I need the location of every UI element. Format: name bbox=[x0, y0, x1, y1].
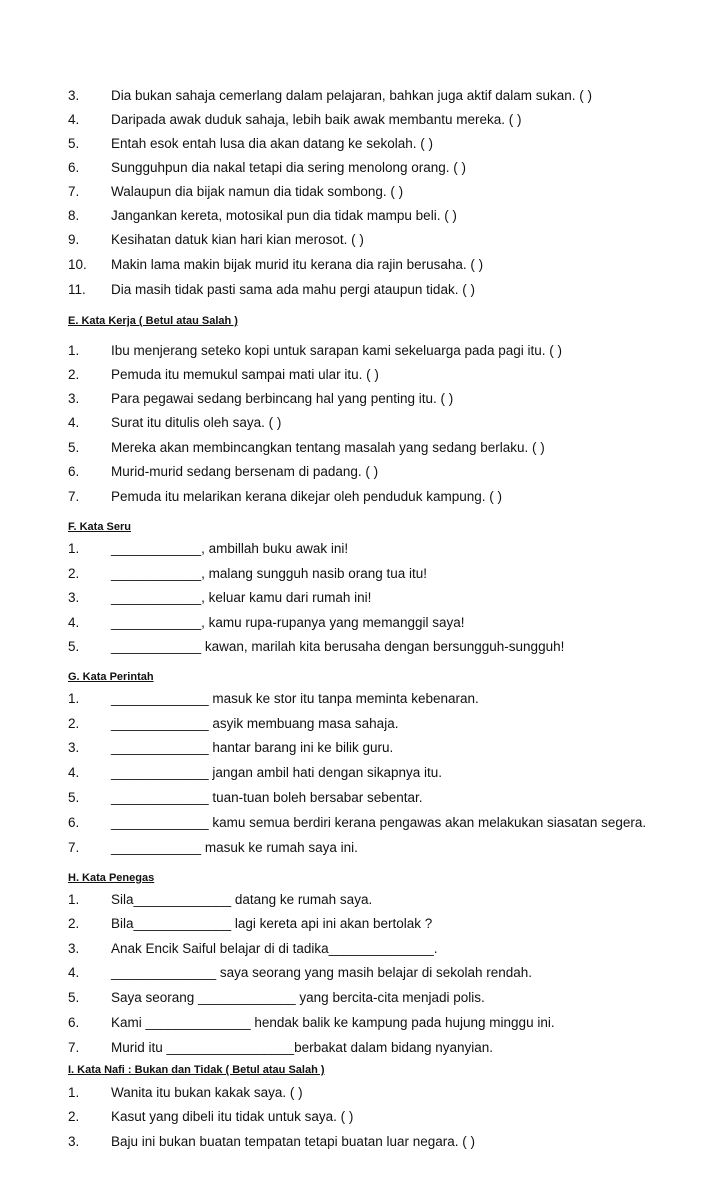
item-text: ____________, malang sungguh nasib orang tua itu! bbox=[111, 566, 428, 581]
item-text: Saya seorang _____________ yang bercita-cita menjadi polis. bbox=[111, 990, 485, 1005]
item-number: 5. bbox=[68, 639, 80, 654]
list-item bbox=[0, 988, 728, 1008]
item-text: Kasut yang dibeli itu tidak untuk saya. ( ) bbox=[111, 1109, 354, 1124]
item-number: 1. bbox=[68, 541, 80, 556]
list-item bbox=[0, 413, 728, 433]
list-item bbox=[0, 588, 728, 608]
list-item bbox=[0, 1038, 728, 1058]
list-item bbox=[0, 134, 728, 154]
item-number: 6. bbox=[68, 815, 80, 830]
item-number: 3. bbox=[68, 391, 80, 406]
item-text: _____________ tuan-tuan boleh bersabar sebentar. bbox=[111, 790, 423, 805]
item-text: ____________, ambillah buku awak ini! bbox=[111, 541, 349, 556]
item-number: 5. bbox=[68, 790, 80, 805]
list-item bbox=[0, 86, 728, 106]
item-text: ____________, keluar kamu dari rumah ini! bbox=[111, 590, 372, 605]
item-number: 4. bbox=[68, 615, 80, 630]
list-item bbox=[0, 1132, 728, 1152]
item-number: 4. bbox=[68, 112, 80, 127]
list-item bbox=[0, 788, 728, 808]
list-item bbox=[0, 613, 728, 633]
item-number: 7. bbox=[68, 489, 80, 504]
item-number: 10. bbox=[68, 257, 87, 272]
list-item bbox=[0, 462, 728, 482]
item-text: Sila_____________ datang ke rumah saya. bbox=[111, 892, 373, 907]
item-number: 3. bbox=[68, 941, 80, 956]
item-text: Jangankan kereta, motosikal pun dia tidak mampu beli. ( ) bbox=[111, 208, 457, 223]
list-item bbox=[0, 158, 728, 178]
section-heading-e: E. Kata Kerja ( Betul atau Salah ) bbox=[68, 315, 238, 327]
item-number: 1. bbox=[68, 892, 80, 907]
list-item bbox=[0, 963, 728, 983]
item-text: Daripada awak duduk sahaja, lebih baik awak membantu mereka. ( ) bbox=[111, 112, 522, 127]
item-number: 2. bbox=[68, 1109, 80, 1124]
item-text: Para pegawai sedang berbincang hal yang penting itu. ( ) bbox=[111, 391, 454, 406]
item-text: Dia bukan sahaja cemerlang dalam pelajaran, bahkan juga aktif dalam sukan. ( ) bbox=[111, 88, 593, 103]
list-item bbox=[0, 255, 728, 275]
list-item bbox=[0, 637, 728, 657]
list-item bbox=[0, 890, 728, 910]
section-heading-i: I. Kata Nafi : Bukan dan Tidak ( Betul atau Salah ) bbox=[68, 1064, 325, 1076]
list-item bbox=[0, 1083, 728, 1103]
list-item bbox=[0, 939, 728, 959]
item-number: 5. bbox=[68, 136, 80, 151]
item-text: _____________ hantar barang ini ke bilik guru. bbox=[111, 740, 394, 755]
item-number: 6. bbox=[68, 160, 80, 175]
item-number: 7. bbox=[68, 1040, 80, 1055]
item-text: Walaupun dia bijak namun dia tidak sombong. ( ) bbox=[111, 184, 404, 199]
item-text: _____________ masuk ke stor itu tanpa meminta kebenaran. bbox=[111, 691, 479, 706]
item-number: 4. bbox=[68, 965, 80, 980]
list-item bbox=[0, 763, 728, 783]
item-text: ____________, kamu rupa-rupanya yang memanggil saya! bbox=[111, 615, 465, 630]
item-text: Wanita itu bukan kakak saya. ( ) bbox=[111, 1085, 303, 1100]
item-number: 2. bbox=[68, 367, 80, 382]
list-item bbox=[0, 206, 728, 226]
item-number: 3. bbox=[68, 740, 80, 755]
section-heading-h: H. Kata Penegas bbox=[68, 872, 155, 884]
item-text: Baju ini bukan buatan tempatan tetapi buatan luar negara. ( ) bbox=[111, 1134, 475, 1149]
section-heading-g: G. Kata Perintah bbox=[68, 671, 154, 683]
item-text: ____________ masuk ke rumah saya ini. bbox=[111, 840, 358, 855]
item-text: Ibu menjerang seteko kopi untuk sarapan kami sekeluarga pada pagi itu. ( ) bbox=[111, 343, 563, 358]
section-heading-f: F. Kata Seru bbox=[68, 521, 131, 533]
item-number: 3. bbox=[68, 88, 80, 103]
list-item bbox=[0, 838, 728, 858]
list-item bbox=[0, 738, 728, 758]
list-item bbox=[0, 230, 728, 250]
item-number: 3. bbox=[68, 1134, 80, 1149]
item-number: 6. bbox=[68, 1015, 80, 1030]
item-number: 7. bbox=[68, 840, 80, 855]
item-number: 7. bbox=[68, 184, 80, 199]
item-number: 1. bbox=[68, 1085, 80, 1100]
list-item bbox=[0, 689, 728, 709]
list-item bbox=[0, 110, 728, 130]
list-item bbox=[0, 564, 728, 584]
list-item bbox=[0, 714, 728, 734]
item-text: Murid-murid sedang bersenam di padang. ( ) bbox=[111, 464, 379, 479]
list-item bbox=[0, 182, 728, 202]
item-text: Surat itu ditulis oleh saya. ( ) bbox=[111, 415, 282, 430]
item-number: 1. bbox=[68, 691, 80, 706]
list-item bbox=[0, 487, 728, 507]
list-item bbox=[0, 365, 728, 385]
item-text: Pemuda itu memukul sampai mati ular itu. ( ) bbox=[111, 367, 379, 382]
item-number: 5. bbox=[68, 990, 80, 1005]
list-item bbox=[0, 389, 728, 409]
item-text: Bila_____________ lagi kereta api ini akan bertolak ? bbox=[111, 916, 433, 931]
item-number: 1. bbox=[68, 343, 80, 358]
item-number: 4. bbox=[68, 415, 80, 430]
item-text: Kesihatan datuk kian hari kian merosot. ( ) bbox=[111, 232, 364, 247]
list-item bbox=[0, 438, 728, 458]
item-text: Anak Encik Saiful belajar di di tadika______________. bbox=[111, 941, 438, 956]
item-number: 5. bbox=[68, 440, 80, 455]
item-number: 9. bbox=[68, 232, 80, 247]
item-number: 2. bbox=[68, 716, 80, 731]
item-number: 2. bbox=[68, 916, 80, 931]
list-item bbox=[0, 1013, 728, 1033]
item-text: ______________ saya seorang yang masih belajar di sekolah rendah. bbox=[111, 965, 533, 980]
item-text: _____________ kamu semua berdiri kerana pengawas akan melakukan siasatan segera. bbox=[111, 815, 647, 830]
item-number: 11. bbox=[68, 282, 86, 297]
item-text: Pemuda itu melarikan kerana dikejar oleh penduduk kampung. ( ) bbox=[111, 489, 502, 504]
item-text: Entah esok entah lusa dia akan datang ke sekolah. ( ) bbox=[111, 136, 433, 151]
item-text: Dia masih tidak pasti sama ada mahu pergi ataupun tidak. ( ) bbox=[111, 282, 475, 297]
list-item bbox=[0, 341, 728, 361]
item-text: ____________ kawan, marilah kita berusaha dengan bersungguh-sungguh! bbox=[111, 639, 565, 654]
item-text: _____________ jangan ambil hati dengan sikapnya itu. bbox=[111, 765, 443, 780]
item-text: Murid itu _________________berbakat dalam bidang nyanyian. bbox=[111, 1040, 494, 1055]
list-item bbox=[0, 813, 728, 833]
item-text: Makin lama makin bijak murid itu kerana dia rajin berusaha. ( ) bbox=[111, 257, 484, 272]
item-number: 2. bbox=[68, 566, 80, 581]
item-text: Sungguhpun dia nakal tetapi dia sering menolong orang. ( ) bbox=[111, 160, 466, 175]
item-number: 8. bbox=[68, 208, 80, 223]
item-text: Kami ______________ hendak balik ke kampung pada hujung minggu ini. bbox=[111, 1015, 555, 1030]
list-item bbox=[0, 914, 728, 934]
list-item bbox=[0, 1107, 728, 1127]
item-text: _____________ asyik membuang masa sahaja. bbox=[111, 716, 399, 731]
item-number: 3. bbox=[68, 590, 80, 605]
list-item bbox=[0, 539, 728, 559]
list-item bbox=[0, 280, 728, 300]
item-text: Mereka akan membincangkan tentang masalah yang sedang berlaku. ( ) bbox=[111, 440, 545, 455]
item-number: 4. bbox=[68, 765, 80, 780]
item-number: 6. bbox=[68, 464, 80, 479]
